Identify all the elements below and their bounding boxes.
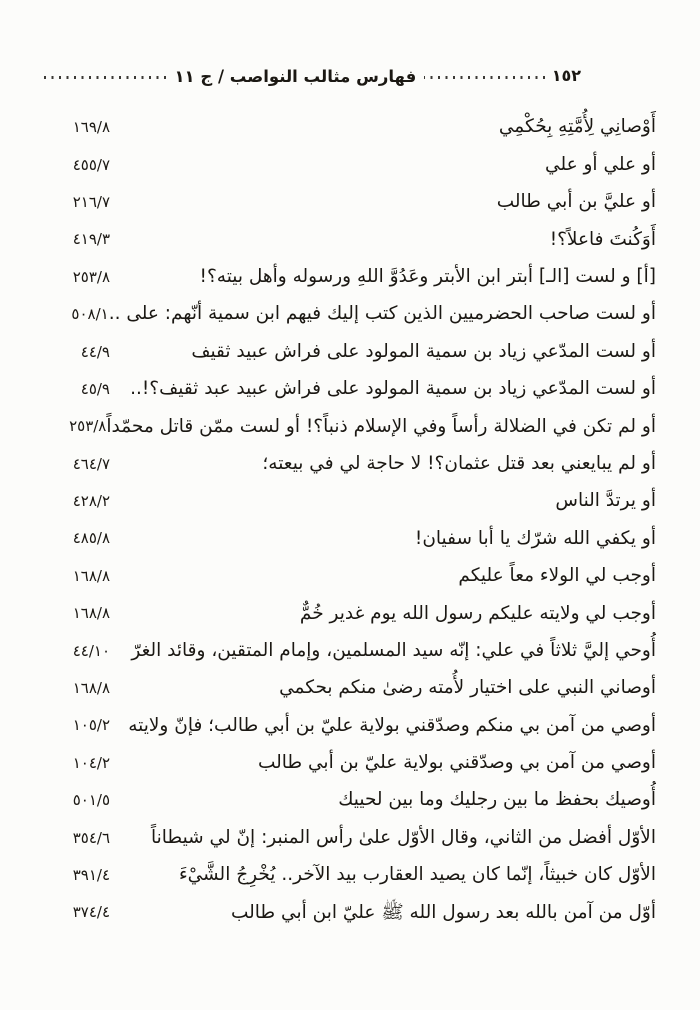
index-entry-row — [38, 894, 656, 931]
index-entry-row — [38, 857, 656, 894]
index-entry-row — [38, 595, 656, 632]
index-entry-row — [38, 670, 656, 707]
index-entry-row — [38, 782, 656, 819]
entry-text: أو لست صاحب الحضرميين الذين كتب إليك فيهم ابن سمية أنّهم: على .. — [108, 303, 656, 325]
entry-text: أوصي من آمن بي وصدّقني بولاية عليّ بن أبي طالب — [257, 752, 656, 774]
entries-list — [38, 109, 656, 932]
entry-page-ref: ٤١٩/٣ — [72, 230, 110, 249]
entry-text: أَوْصانِي لِأُمَّتِهِ بِحُكْمِي — [498, 116, 656, 138]
index-entry-row — [38, 109, 656, 146]
index-entry-row — [38, 408, 656, 445]
entry-page-ref: ٥٠٨/١ — [71, 305, 109, 324]
entry-text: أُوصيك بحفظ ما بين رجليك وما بين لحييك — [338, 789, 656, 811]
entry-text: أو لست المدّعي زياد بن سمية المولود على فراش عبيد عبد ثقيف؟!.. — [130, 378, 656, 400]
entry-text: أو يكفي الله شرّك يا أبا سفيان! — [414, 527, 656, 549]
entry-text: أو عليَّ بن أبي طالب — [496, 191, 656, 213]
entry-page-ref: ٤٢٨/٢ — [72, 492, 110, 511]
entry-page-ref: ٤٦٤/٧ — [72, 454, 110, 473]
entry-text: أُوحي إليَّ ثلاثاً في علي: إنّه سيد المسلمين، وإمام المتقين، وقائد الغرّ — [131, 639, 656, 661]
entry-page-ref: ٤٤/٩ — [80, 342, 110, 361]
entry-text: أو علي أو علي — [545, 153, 656, 175]
entry-page-ref: ٤٤/١٠ — [72, 641, 110, 660]
index-entry-row — [38, 632, 656, 669]
index-entry-row — [38, 446, 656, 483]
entry-text: الأوّل أفضل من الثاني، وقال الأوّل علىٰ رأس المنبر: إنّ لي شيطاناً — [150, 826, 656, 848]
entry-page-ref: ١٠٥/٢ — [72, 716, 110, 735]
entry-text: أوصاني النبي على اختيار لأُمته رضىٰ منكم بحكمي — [279, 677, 656, 699]
entry-text: أوجب لي الولاء معاً عليكم — [458, 565, 656, 587]
entry-page-ref: ٢٥٣/٨ — [72, 267, 110, 286]
index-entry-row — [38, 819, 656, 856]
index-entry-row — [38, 520, 656, 557]
dot-leader-left — [40, 76, 166, 79]
entry-page-ref: ٢١٦/٧ — [72, 192, 110, 211]
running-header — [38, 56, 656, 86]
entry-page-ref: ١٦٨/٨ — [72, 604, 110, 623]
entry-page-ref: ٣٩١/٤ — [72, 866, 110, 884]
header-title: فهارس مثالب النواصب / ج ١١ — [174, 67, 417, 86]
index-entry-row — [38, 259, 656, 296]
index-entry-row — [38, 371, 656, 408]
entry-text: أو لم يبايعني بعد قتل عثمان؟! لا حاجة لي في بيعته؛ — [262, 452, 656, 474]
entry-page-ref: ٤٥٥/٧ — [72, 155, 110, 174]
index-entry-row — [38, 707, 656, 744]
entry-page-ref: ٥٠١/٥ — [72, 791, 110, 810]
entry-text: أو لم تكن في الضلالة رأساً وفي الإسلام ذنباً؟! أو لست ممّن قاتل محمّداً — [106, 415, 656, 437]
entry-page-ref: ١٠٤/٢ — [72, 753, 110, 772]
index-entry-row — [38, 333, 656, 370]
entry-page-ref: ١٦٩/٨ — [72, 118, 110, 137]
page-number: ١٥٢ — [551, 66, 581, 85]
entry-page-ref: ١٦٨/٨ — [72, 679, 110, 698]
entry-page-ref: ٣٧٤/٤ — [72, 903, 110, 922]
index-entry-row — [38, 558, 656, 595]
entry-text: أَوَكُنتَ فاعلاً؟! — [549, 228, 656, 250]
entry-text: أوّل من آمن بالله بعد رسول الله ﷺ عليّ ابن أبي طالب — [230, 901, 656, 923]
entry-text: أو لست المدّعي زياد بن سمية المولود على فراش عبيد ثقيف — [191, 340, 656, 362]
index-entry-row — [38, 221, 656, 258]
index-entry-row — [38, 184, 656, 221]
index-entry-row — [38, 483, 656, 520]
entry-page-ref: ٣٥٤/٦ — [72, 828, 110, 847]
entry-page-ref: ٤٨٥/٨ — [72, 529, 110, 548]
entry-page-ref: ٤٥/٩ — [80, 379, 110, 398]
entry-text: [أ] و لست [الـ] أبتر ابن الأبتر وعَدُوَّ اللهِ ورسوله وأهل بيته؟! — [199, 266, 656, 287]
entry-text: أوجب لي ولايته عليكم رسول الله يوم غدير خُمٌّ — [299, 602, 656, 624]
index-entry-row — [38, 296, 656, 333]
index-entry-row — [38, 146, 656, 183]
entry-text: الأوّل كان خبيثاً، إنّما كان يصيد العقارب بيد الآخر.. يُخْرِجُ الشَّيْءَ — [178, 864, 656, 886]
index-entry-row — [38, 745, 656, 782]
dot-leader-right — [424, 76, 544, 79]
entry-text: أوصي من آمن بي منكم وصدّقني بولاية عليّ بن أبي طالب؛ فإنّ ولايته — [128, 714, 656, 736]
entry-page-ref: ٢٥٣/٨ — [69, 417, 107, 436]
entry-text: أو يرتدَّ الناس — [555, 490, 656, 512]
entry-page-ref: ١٦٨/٨ — [72, 566, 110, 585]
